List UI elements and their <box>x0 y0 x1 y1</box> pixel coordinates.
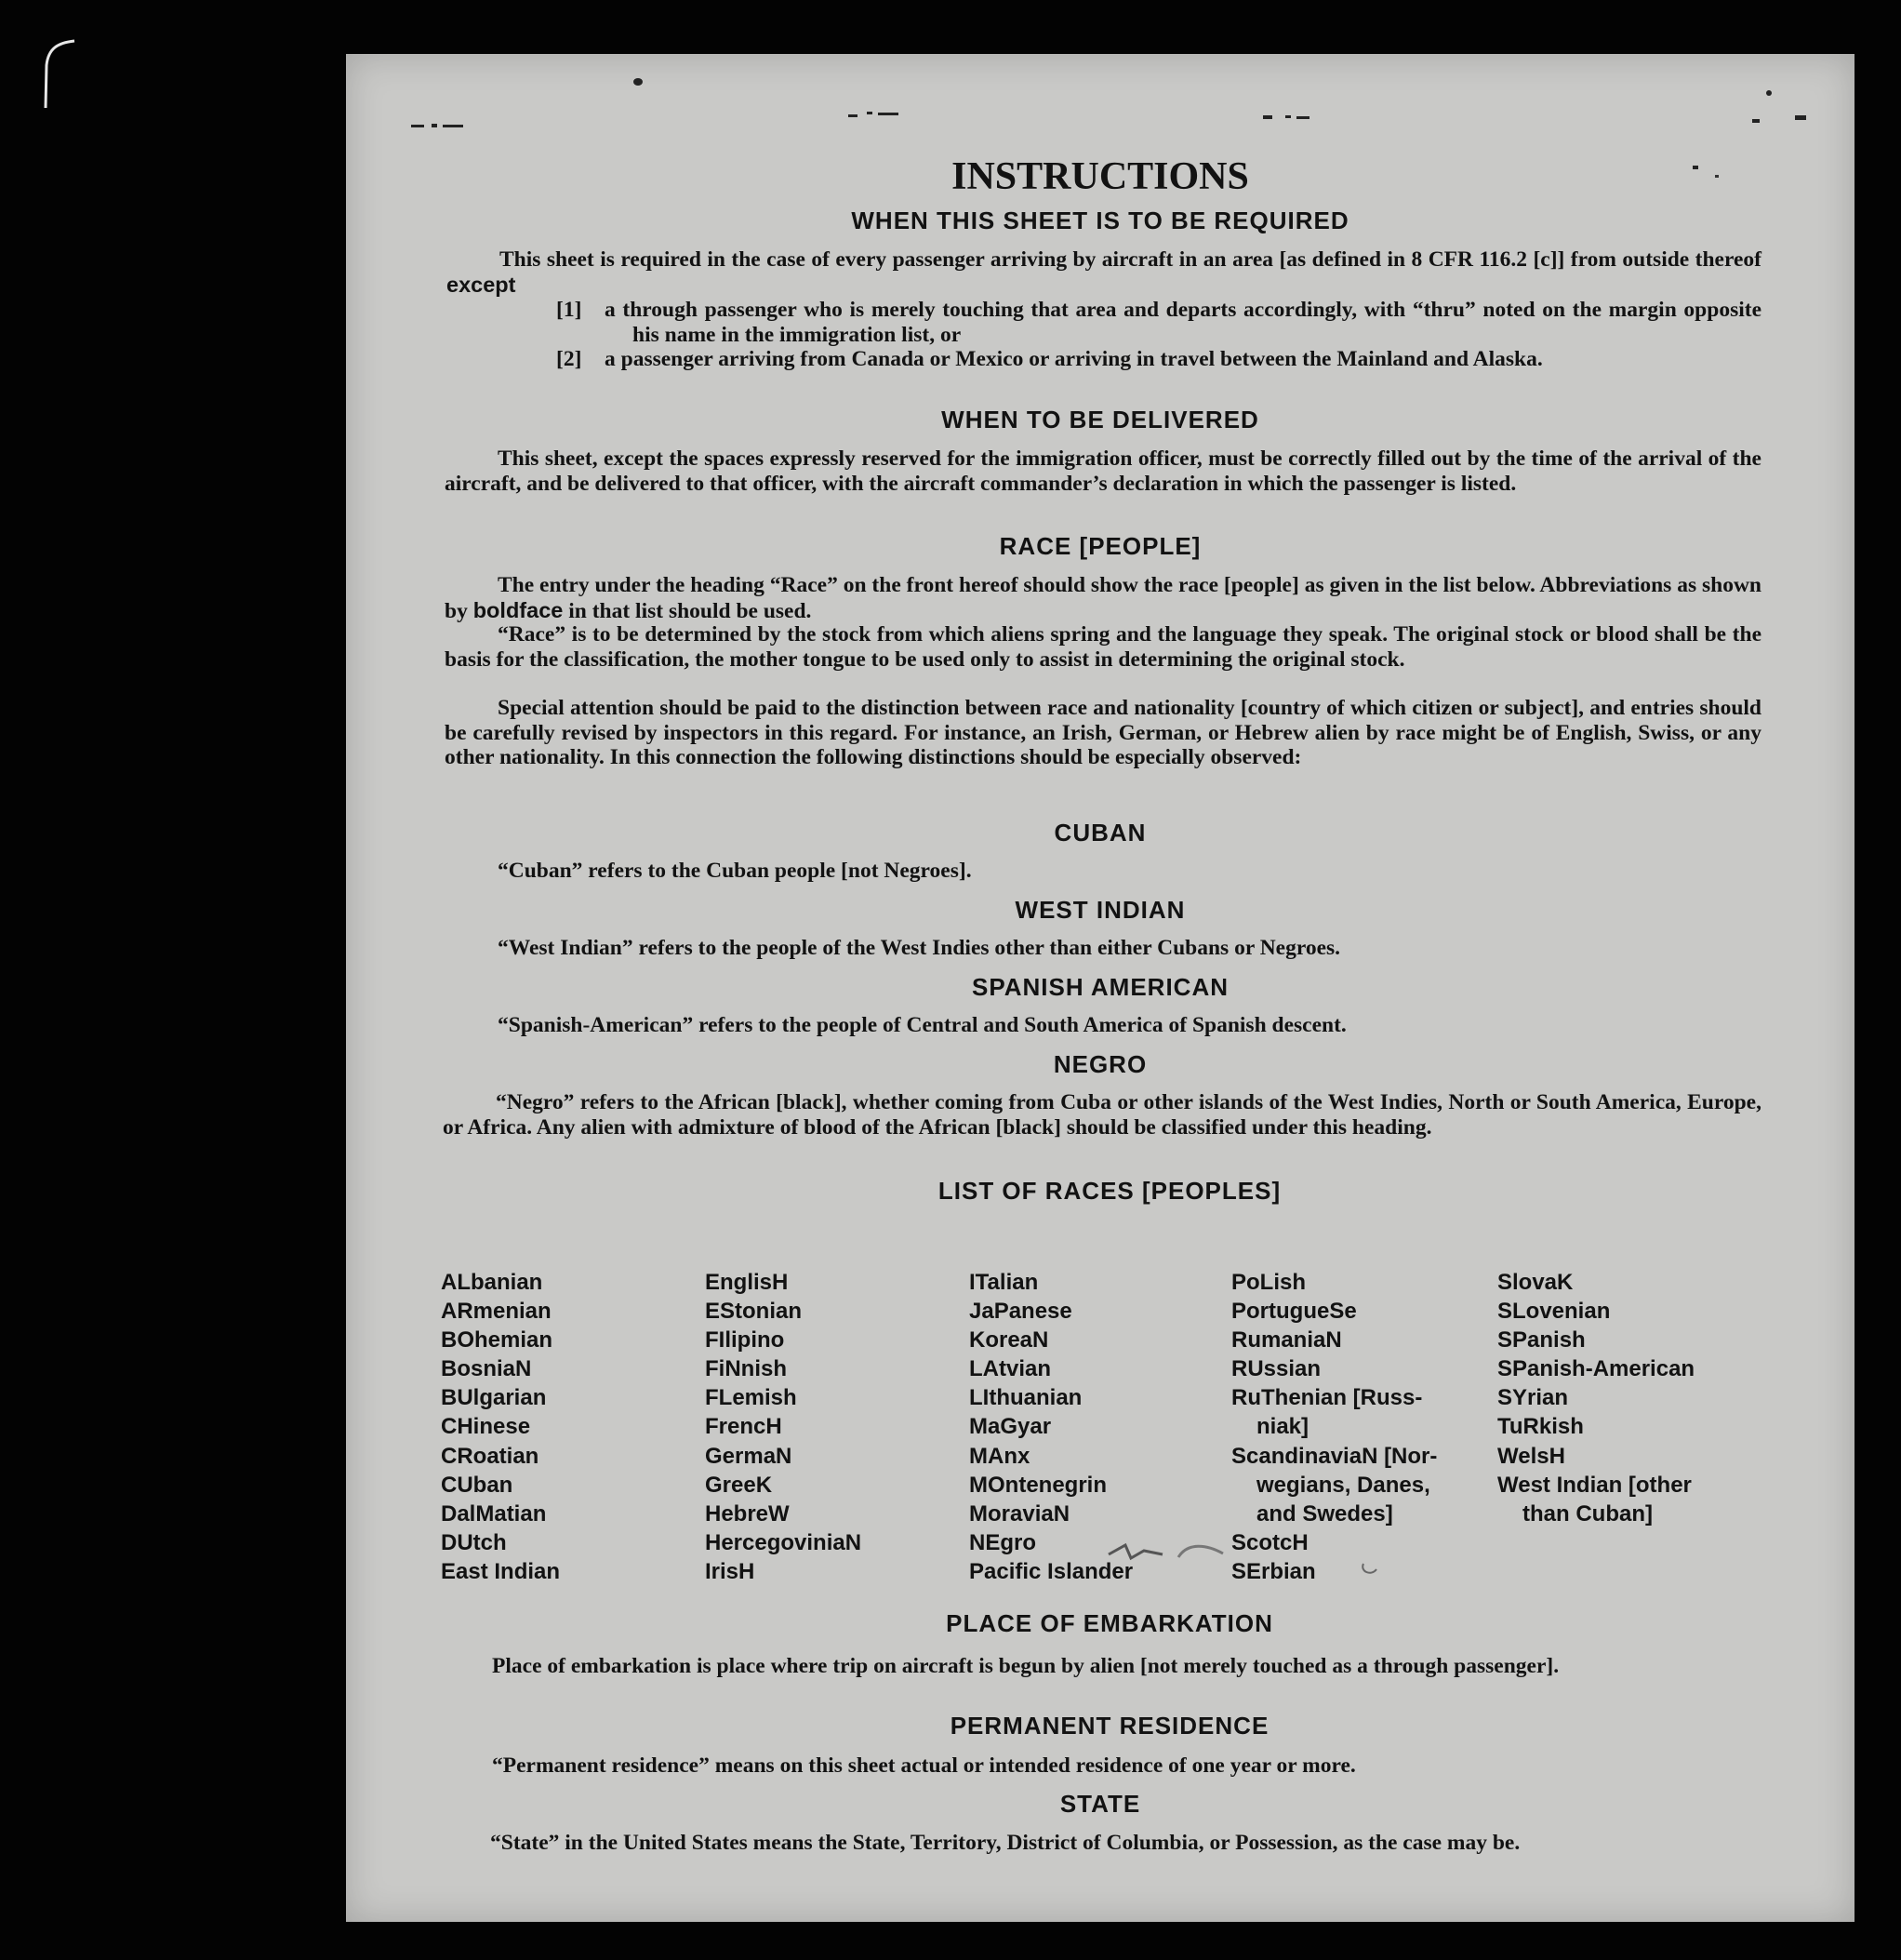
race-entry-continuation: niak] <box>1256 1414 1309 1440</box>
race-entry: GreeK <box>705 1472 773 1498</box>
race-entry: EnglisH <box>705 1270 789 1295</box>
heading-spanish-american: SPANISH AMERICAN <box>971 973 1229 1001</box>
race-entry: HebreW <box>705 1500 790 1527</box>
embarkation-text: Place of embarkation is place where trip on aircraft is begun by alien [not merely touched as a through passenger]. <box>492 1654 1560 1678</box>
race-entry: SlovaK <box>1497 1270 1574 1295</box>
race-entry: DUtch <box>441 1529 507 1555</box>
race-entry: SLovenian <box>1497 1299 1611 1325</box>
race-entry: ALbanian <box>441 1270 543 1295</box>
race-entry: LIthuanian <box>969 1385 1083 1411</box>
exception-item-2: [2] a passenger arriving from Canada or Mexico or arriving in travel between the Mainland and Alaska. <box>556 347 1543 371</box>
race-entry: ITalian <box>969 1270 1039 1295</box>
race-entry: DalMatian <box>441 1500 547 1527</box>
race-entry: LAtvian <box>969 1356 1052 1382</box>
heading-when-required: WHEN THIS SHEET IS TO BE REQUIRED <box>851 207 1349 234</box>
races-column-2 <box>705 1268 861 1586</box>
race-entry: RuThenian [Russ- <box>1231 1385 1423 1411</box>
race-entry: CHinese <box>441 1414 531 1440</box>
race-entry: MOntenegrin <box>969 1472 1107 1498</box>
race-entry: East Indian <box>441 1558 561 1584</box>
race-entry: MoraviaN <box>969 1500 1070 1527</box>
heading-negro: NEGRO <box>1053 1050 1148 1078</box>
race-entry: GermaN <box>705 1443 792 1469</box>
race-paragraph-1: The entry under the heading “Race” on the front hereof should show the race [people] as given in the list below. Abbreviations as shown by boldface in that list should be used. <box>445 573 1761 623</box>
page-title: INSTRUCTIONS <box>951 155 1249 198</box>
boldface-emphasis: boldface <box>472 597 564 622</box>
race-entry: PoLish <box>1231 1270 1307 1295</box>
race-entry: ARmenian <box>441 1299 552 1325</box>
race-paragraph-2: “Race” is to be determined by the stock from which aliens spring and the language they speak. The original stock or blood shall be the basis for the classification, the mother tongue to be used only to assist in determining the original stock. <box>445 622 1761 672</box>
race-entry: SPanish <box>1497 1327 1586 1353</box>
race-entry: EStonian <box>705 1299 803 1325</box>
races-column-4 <box>1231 1268 1437 1586</box>
race-entry: FiNnish <box>705 1356 787 1382</box>
race-entry: PortugueSe <box>1231 1299 1357 1325</box>
race-entry-continuation: than Cuban] <box>1522 1500 1653 1527</box>
residence-text: “Permanent residence” means on this sheet actual or intended residence of one year or more. <box>492 1753 1356 1778</box>
race-entry: SErbian <box>1231 1558 1316 1584</box>
race-entry: CRoatian <box>441 1443 539 1469</box>
heading-west-indian: WEST INDIAN <box>1015 896 1186 924</box>
west-indian-text: “West Indian” refers to the people of the West Indies other than either Cubans or Negroes. <box>498 936 1341 960</box>
race-entry: ScandinaviaN [Nor- <box>1231 1443 1438 1469</box>
race-entry: BOhemian <box>441 1327 553 1353</box>
instruction-sheet <box>346 54 1854 1922</box>
race-entry: FIlipino <box>705 1327 785 1353</box>
race-entry: BUlgarian <box>441 1385 547 1411</box>
races-column-3 <box>969 1268 1133 1586</box>
race-entry: SYrian <box>1497 1385 1569 1411</box>
race-entry: KoreaN <box>969 1327 1049 1353</box>
race-entry: IrisH <box>705 1558 755 1584</box>
races-column-5 <box>1497 1268 1695 1528</box>
corner-crop-mark <box>20 37 76 112</box>
race-entry: BosniaN <box>441 1356 532 1382</box>
heading-state: STATE <box>1059 1790 1141 1818</box>
races-column-1 <box>441 1268 560 1586</box>
race-entry: RUssian <box>1231 1356 1322 1382</box>
race-entry: CUban <box>441 1472 513 1498</box>
heading-place-of-embarkation: PLACE OF EMBARKATION <box>946 1609 1273 1637</box>
spanish-american-text: “Spanish-American” refers to the people of Central and South America of Spanish descent. <box>498 1013 1347 1037</box>
race-entry: ScotcH <box>1231 1529 1309 1555</box>
race-entry: NEgro <box>969 1529 1036 1555</box>
race-entry-continuation: wegians, Danes, <box>1256 1472 1430 1498</box>
race-entry: Pacific Islander <box>969 1558 1134 1584</box>
race-entry-continuation: and Swedes] <box>1256 1500 1393 1527</box>
race-entry: RumaniaN <box>1231 1327 1342 1353</box>
race-entry: HercegoviniaN <box>705 1529 862 1555</box>
except-emphasis: except <box>446 272 516 297</box>
heading-when-delivered: WHEN TO BE DELIVERED <box>941 406 1259 433</box>
race-paragraph-3: Special attention should be paid to the distinction between race and nationality [country of which citizen or subject], and entries should be carefully revised by inspectors in this regard. For instance, an Irish, German, or Hebrew alien by race might be of English, Swiss, or any other nationality. In this connection the following distinctions should be especially observed: <box>445 696 1761 769</box>
heading-list-of-races: LIST OF RACES [PEOPLES] <box>937 1177 1282 1205</box>
heading-permanent-residence: PERMANENT RESIDENCE <box>950 1712 1270 1740</box>
race-entry: FLemish <box>705 1385 797 1411</box>
race-entry: West Indian [other <box>1497 1472 1692 1498</box>
race-entry: FrencH <box>705 1414 782 1440</box>
when-delivered-text: This sheet, except the spaces expressly reserved for the immigration officer, must be correctly filled out by the time of the arrival of the aircraft, and be delivered to that officer, with the aircraft commander’s declaration in which the passenger is listed. <box>445 447 1761 496</box>
exception-item-1: [1] a through passenger who is merely touching that area and departs accordingly, with “thru” noted on the margin opposite his name in the immigration list, or <box>556 298 1761 347</box>
race-entry: SPanish-American <box>1497 1356 1695 1382</box>
state-text: “State” in the United States means the State, Territory, District of Columbia, or Possession, as the case may be. <box>490 1831 1521 1855</box>
negro-text: “Negro” refers to the African [black], whether coming from Cuba or other islands of the West Indies, North or South America, Europe, or Africa. Any alien with admixture of blood of the African [black] should be classified under this heading. <box>443 1090 1761 1140</box>
heading-race: RACE [PEOPLE] <box>999 532 1202 560</box>
race-entry: MaGyar <box>969 1414 1052 1440</box>
when-required-intro: This sheet is required in the case of every passenger arriving by aircraft in an area [as defined in 8 CFR 116.2 [c]] from outside thereof except <box>446 247 1761 297</box>
race-entry: JaPanese <box>969 1299 1072 1325</box>
cuban-text: “Cuban” refers to the Cuban people [not Negroes]. <box>498 859 972 883</box>
race-entry: WelsH <box>1497 1443 1565 1469</box>
race-entry: MAnx <box>969 1443 1030 1469</box>
heading-cuban: CUBAN <box>1054 819 1147 847</box>
race-entry: TuRkish <box>1497 1414 1584 1440</box>
